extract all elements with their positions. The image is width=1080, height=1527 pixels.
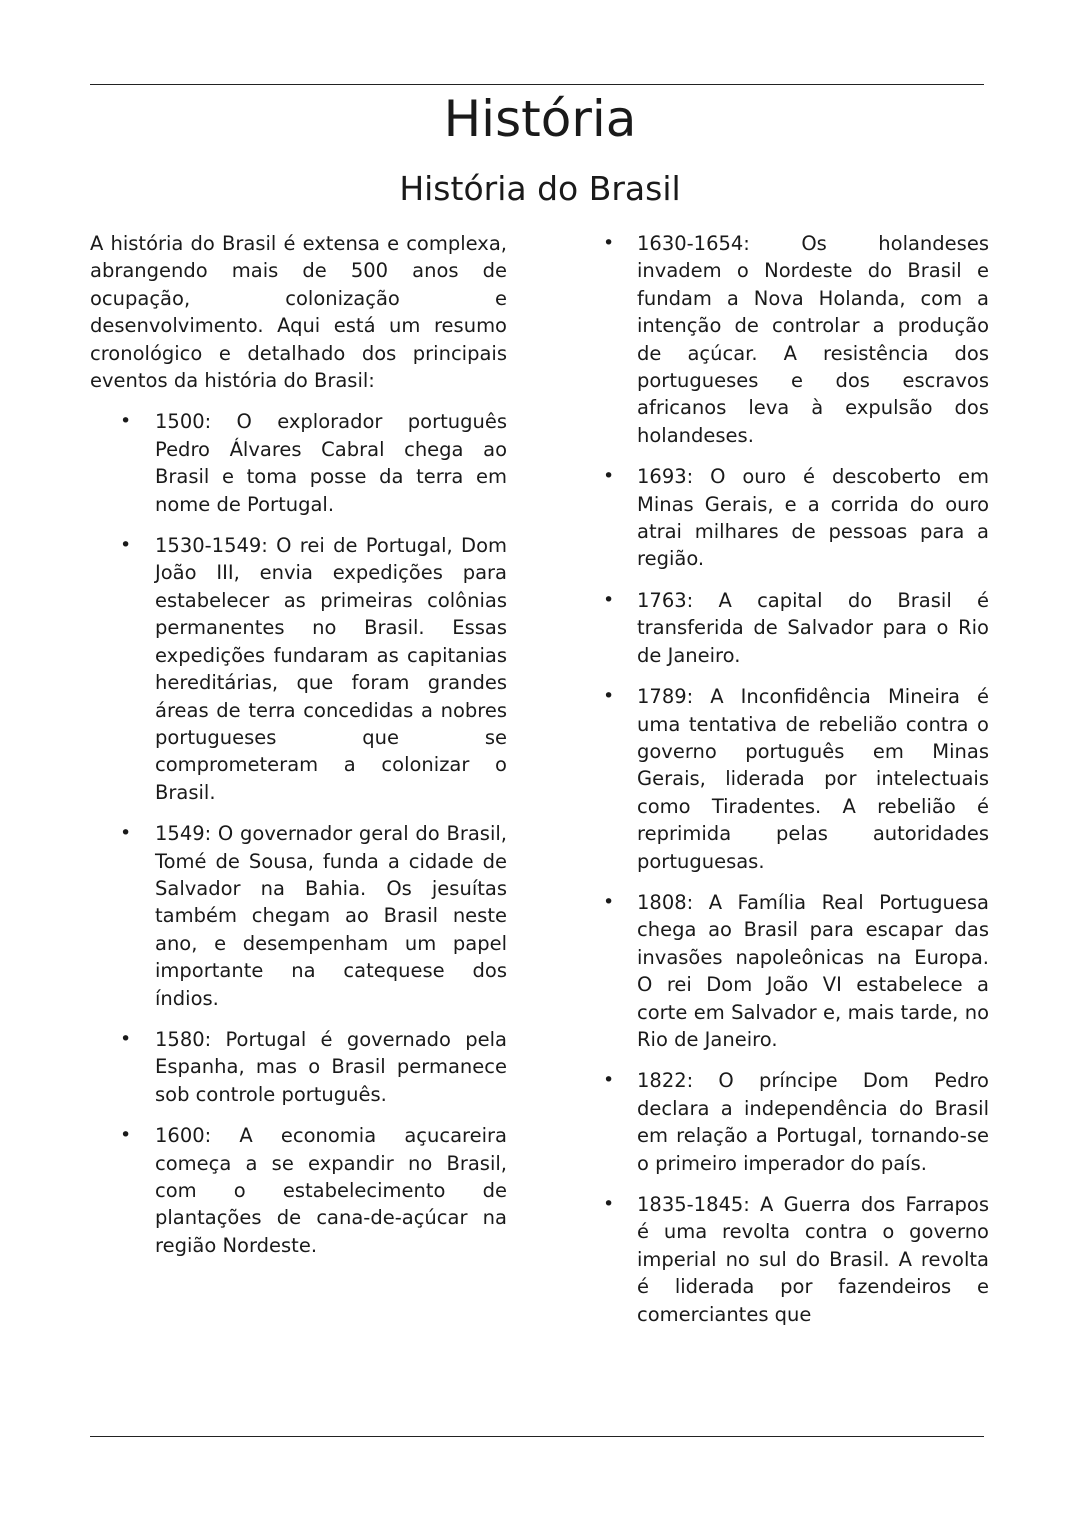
right-event-list [603,230,989,1328]
event-text: 1530-1549: O rei de Portugal, Dom João III, envia expedições para estabelecer as primeiras colônias permanentes no Brasil. Essas expedições fundaram as capitanias hereditárias, que foram grandes áreas de terra concedidas a nobres portugueses que se comprometeram a colonizar o Brasil. [155,534,507,804]
bottom-divider [90,1436,984,1437]
event-text: 1808: A Família Real Portuguesa chega ao Brasil para escapar das invasões napoleônicas na Europa. O rei Dom João VI estabelece a corte em Salvador e, mais tarde, no Rio de Janeiro. [637,890,989,1051]
list-item [603,463,989,573]
left-event-list [90,408,507,1259]
list-item [90,408,507,518]
bullet-icon: • [603,232,615,254]
list-item [603,1191,989,1328]
event-text: 1549: O governador geral do Brasil, Tomé de Sousa, funda a cidade de Salvador na Bahia. Os jesuítas também chegam ao Brasil neste ano, e desempenham um papel importante na catequese dos índios. [155,822,507,1010]
list-item [90,820,507,1012]
event-text: 1789: A Inconfidência Mineira é uma tentativa de rebelião contra o governo português em Minas Gerais, liderada por intelectuais como Tiradentes. A rebelião é reprimida pelas autoridades portuguesas. [637,685,989,873]
bullet-icon: • [120,822,132,845]
bullet-icon: • [603,588,615,611]
intro-paragraph: A história do Brasil é extensa e complexa, abrangendo mais de 500 anos de ocupação, colonização e desenvolvimento. Aqui está um resumo cronológico e detalhado dos principais eventos da história do Brasil: [90,232,507,393]
list-item [603,683,989,875]
bullet-icon: • [603,465,615,488]
list-item [603,587,989,669]
top-divider [90,84,984,85]
event-text: 1763: A capital do Brasil é transferida de Salvador para o Rio de Janeiro. [637,588,989,667]
right-column [603,230,989,1342]
bullet-icon: • [120,534,132,557]
event-text: 1822: O príncipe Dom Pedro declara a independência do Brasil em relação a Portugal, tornando-se o primeiro imperador do país. [637,1069,989,1175]
bullet-icon: • [120,1027,132,1050]
bullet-icon: • [603,1193,615,1215]
bullet-icon: • [120,410,132,433]
list-item [90,1026,507,1108]
event-text: 1835-1845: A Guerra dos Farrapos é uma revolta contra o governo imperial no sul do Brasil. A revolta é liderada por fazendeiros e comerciantes que [637,1193,989,1326]
bullet-icon: • [603,685,615,708]
list-item [603,230,989,449]
event-text: 1500: O explorador português Pedro Álvares Cabral chega ao Brasil e toma posse da terra em nome de Portugal. [155,410,507,516]
left-column [90,230,507,1273]
event-text: 1693: O ouro é descoberto em Minas Gerais, e a corrida do ouro atrai milhares de pessoas para a região. [637,465,989,571]
list-item [90,1122,507,1259]
list-item [603,889,989,1053]
list-item [603,1067,989,1177]
bullet-icon: • [603,890,615,913]
event-text: 1630-1654: Os holandeses invadem o Nordeste do Brasil e fundam a Nova Holanda, com a intenção de controlar a produção de açúcar. A resistência dos portugueses e dos escravos africanos leva à expulsão dos holandeses. [637,232,989,447]
event-text: 1580: Portugal é governado pela Espanha, mas o Brasil permanece sob controle português. [155,1027,507,1106]
bullet-icon: • [120,1124,132,1147]
page-subtitle: História do Brasil [399,169,681,208]
bullet-icon: • [603,1069,615,1092]
event-text: 1600: A economia açucareira começa a se expandir no Brasil, com o estabelecimento de plantações de cana-de-açúcar na região Nordeste. [155,1124,507,1257]
page-title: História [443,90,637,148]
list-item [90,532,507,806]
